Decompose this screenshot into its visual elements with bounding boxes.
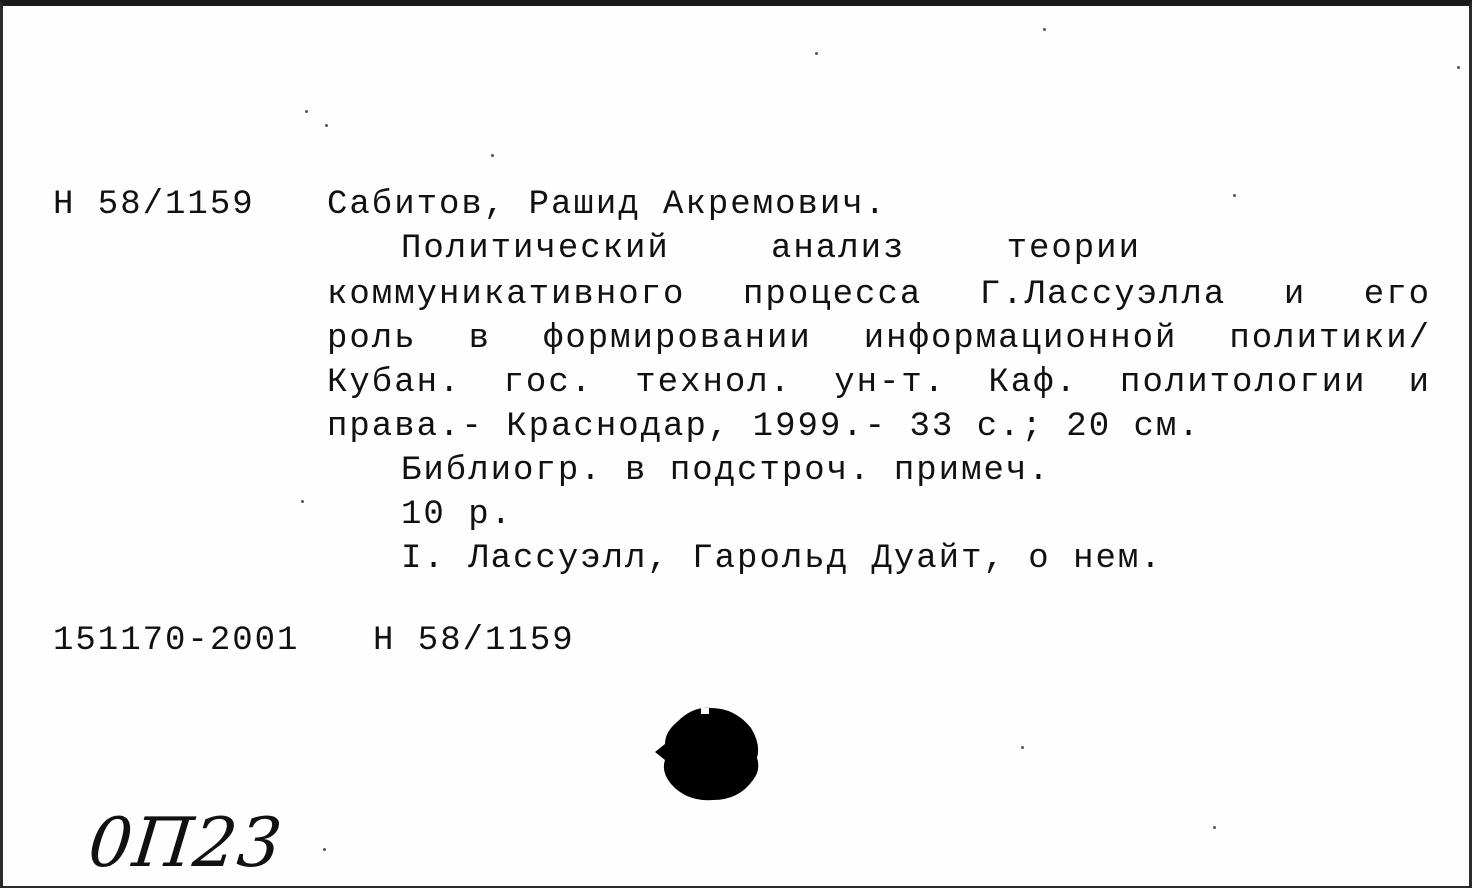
call-number: Н 58/1159 [53,186,255,224]
author-heading: Сабитов, Рашид Акремович. [327,186,888,224]
scan-speck [815,52,818,55]
scan-speck [1233,194,1236,197]
imprint-line: права.- Краснодар, 1999.- 33 с.; 20 см. [327,408,1201,446]
scan-speck [305,110,308,113]
title-line: Кубан. гос. технол. ун-т. Каф. политологии и [327,364,1431,402]
subject-heading: I. Лассуэлл, Гарольд Дуайт, о нем. [401,540,1163,578]
handwritten-number: 0П23 [84,804,287,883]
title-line: роль в формировании информационной политики/ [327,320,1431,358]
scan-speck [301,500,304,503]
scan-speck [323,848,326,851]
scan-speck [491,154,494,157]
scan-speck [1043,28,1046,31]
call-number-bottom: Н 58/1159 [373,622,575,660]
accession-number: 151170-2001 [53,622,300,660]
punch-hole [655,700,761,804]
title-line: Политический анализ теории [401,230,1141,268]
scan-speck [325,124,328,127]
scan-speck [1457,66,1460,69]
price: 10 р. [401,496,514,534]
scan-speck [1213,826,1216,829]
bibliography-note: Библиогр. в подстроч. примеч. [401,452,1051,490]
title-line: коммуникативного процесса Г.Лассуэлла и его [327,276,1431,314]
scan-speck [1021,746,1024,749]
